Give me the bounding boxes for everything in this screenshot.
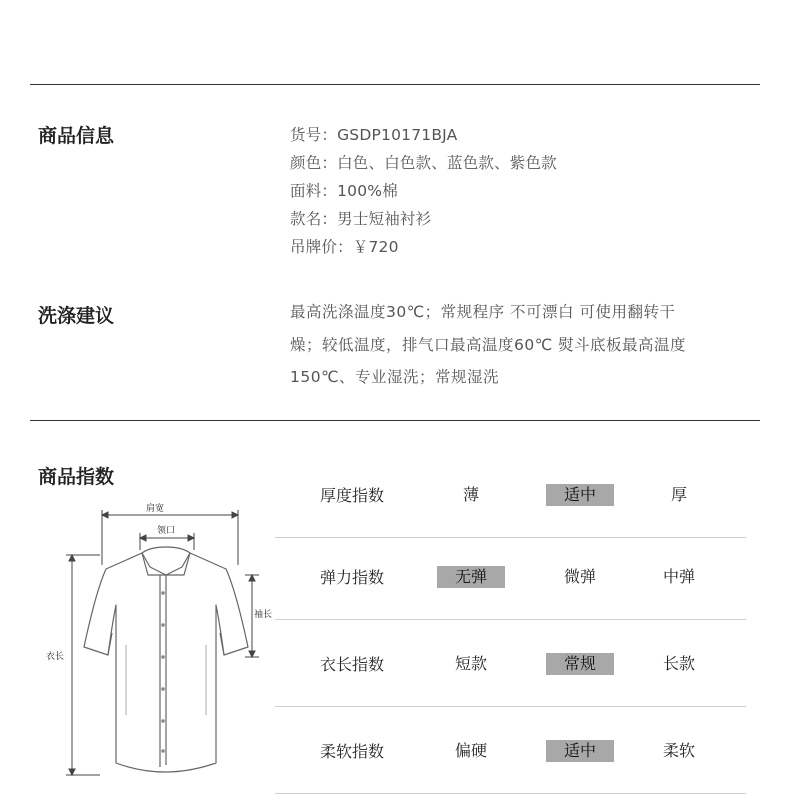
index-option-selected: 常规 xyxy=(546,620,614,707)
index-option-selected: 无弹 xyxy=(437,533,505,620)
top-divider xyxy=(30,84,760,85)
index-option: 薄 xyxy=(462,484,479,504)
sleeve-length-label: 袖长 xyxy=(254,610,273,620)
index-option-selected: 适中 xyxy=(546,707,614,794)
index-row-thickness xyxy=(275,451,746,538)
item-tag-price: 吊牌价：￥720 xyxy=(290,238,399,256)
index-option: 短款 xyxy=(454,653,487,673)
washing-line: 最高洗涤温度30℃；常规程序 不可漂白 可使用翻转干 xyxy=(290,303,676,321)
index-label: 柔软指数 xyxy=(320,742,385,761)
body-length-label: 衣长 xyxy=(46,652,65,662)
index-row-length xyxy=(275,620,746,707)
washing-title: 洗涤建议 xyxy=(38,305,115,327)
shoulder-width-label: 肩宽 xyxy=(145,504,165,514)
middle-divider xyxy=(30,420,760,421)
item-style-name: 款名：男士短袖衬衫 xyxy=(290,210,432,228)
index-option-selected: 适中 xyxy=(546,451,614,538)
index-option: 柔软 xyxy=(662,740,695,760)
collar-label: 领口 xyxy=(156,526,176,536)
washing-line: 燥；较低温度，排气口最高温度60℃ 熨斗底板最高温度 xyxy=(290,335,687,354)
washing-instructions xyxy=(290,296,745,394)
index-row-softness xyxy=(275,707,746,794)
index-label: 厚度指数 xyxy=(320,486,385,505)
product-info-title: 商品信息 xyxy=(38,125,115,147)
index-option: 偏硬 xyxy=(454,740,487,760)
index-row-elasticity xyxy=(275,533,746,620)
item-colors: 颜色：白色、白色款、蓝色款、紫色款 xyxy=(290,154,557,172)
shirt-measurement-diagram xyxy=(30,495,280,793)
index-option: 微弹 xyxy=(563,566,596,586)
index-label: 弹力指数 xyxy=(320,568,385,587)
indices-title: 商品指数 xyxy=(38,466,115,488)
washing-line: 150℃、专业湿洗；常规湿洗 xyxy=(290,368,499,386)
index-option: 中弹 xyxy=(662,566,695,586)
index-option: 厚 xyxy=(670,484,687,504)
index-option: 长款 xyxy=(662,653,695,673)
index-label: 衣长指数 xyxy=(320,655,385,674)
item-number: 货号：GSDP10171BJA xyxy=(290,126,458,144)
item-fabric: 面料：100%棉 xyxy=(290,182,398,200)
